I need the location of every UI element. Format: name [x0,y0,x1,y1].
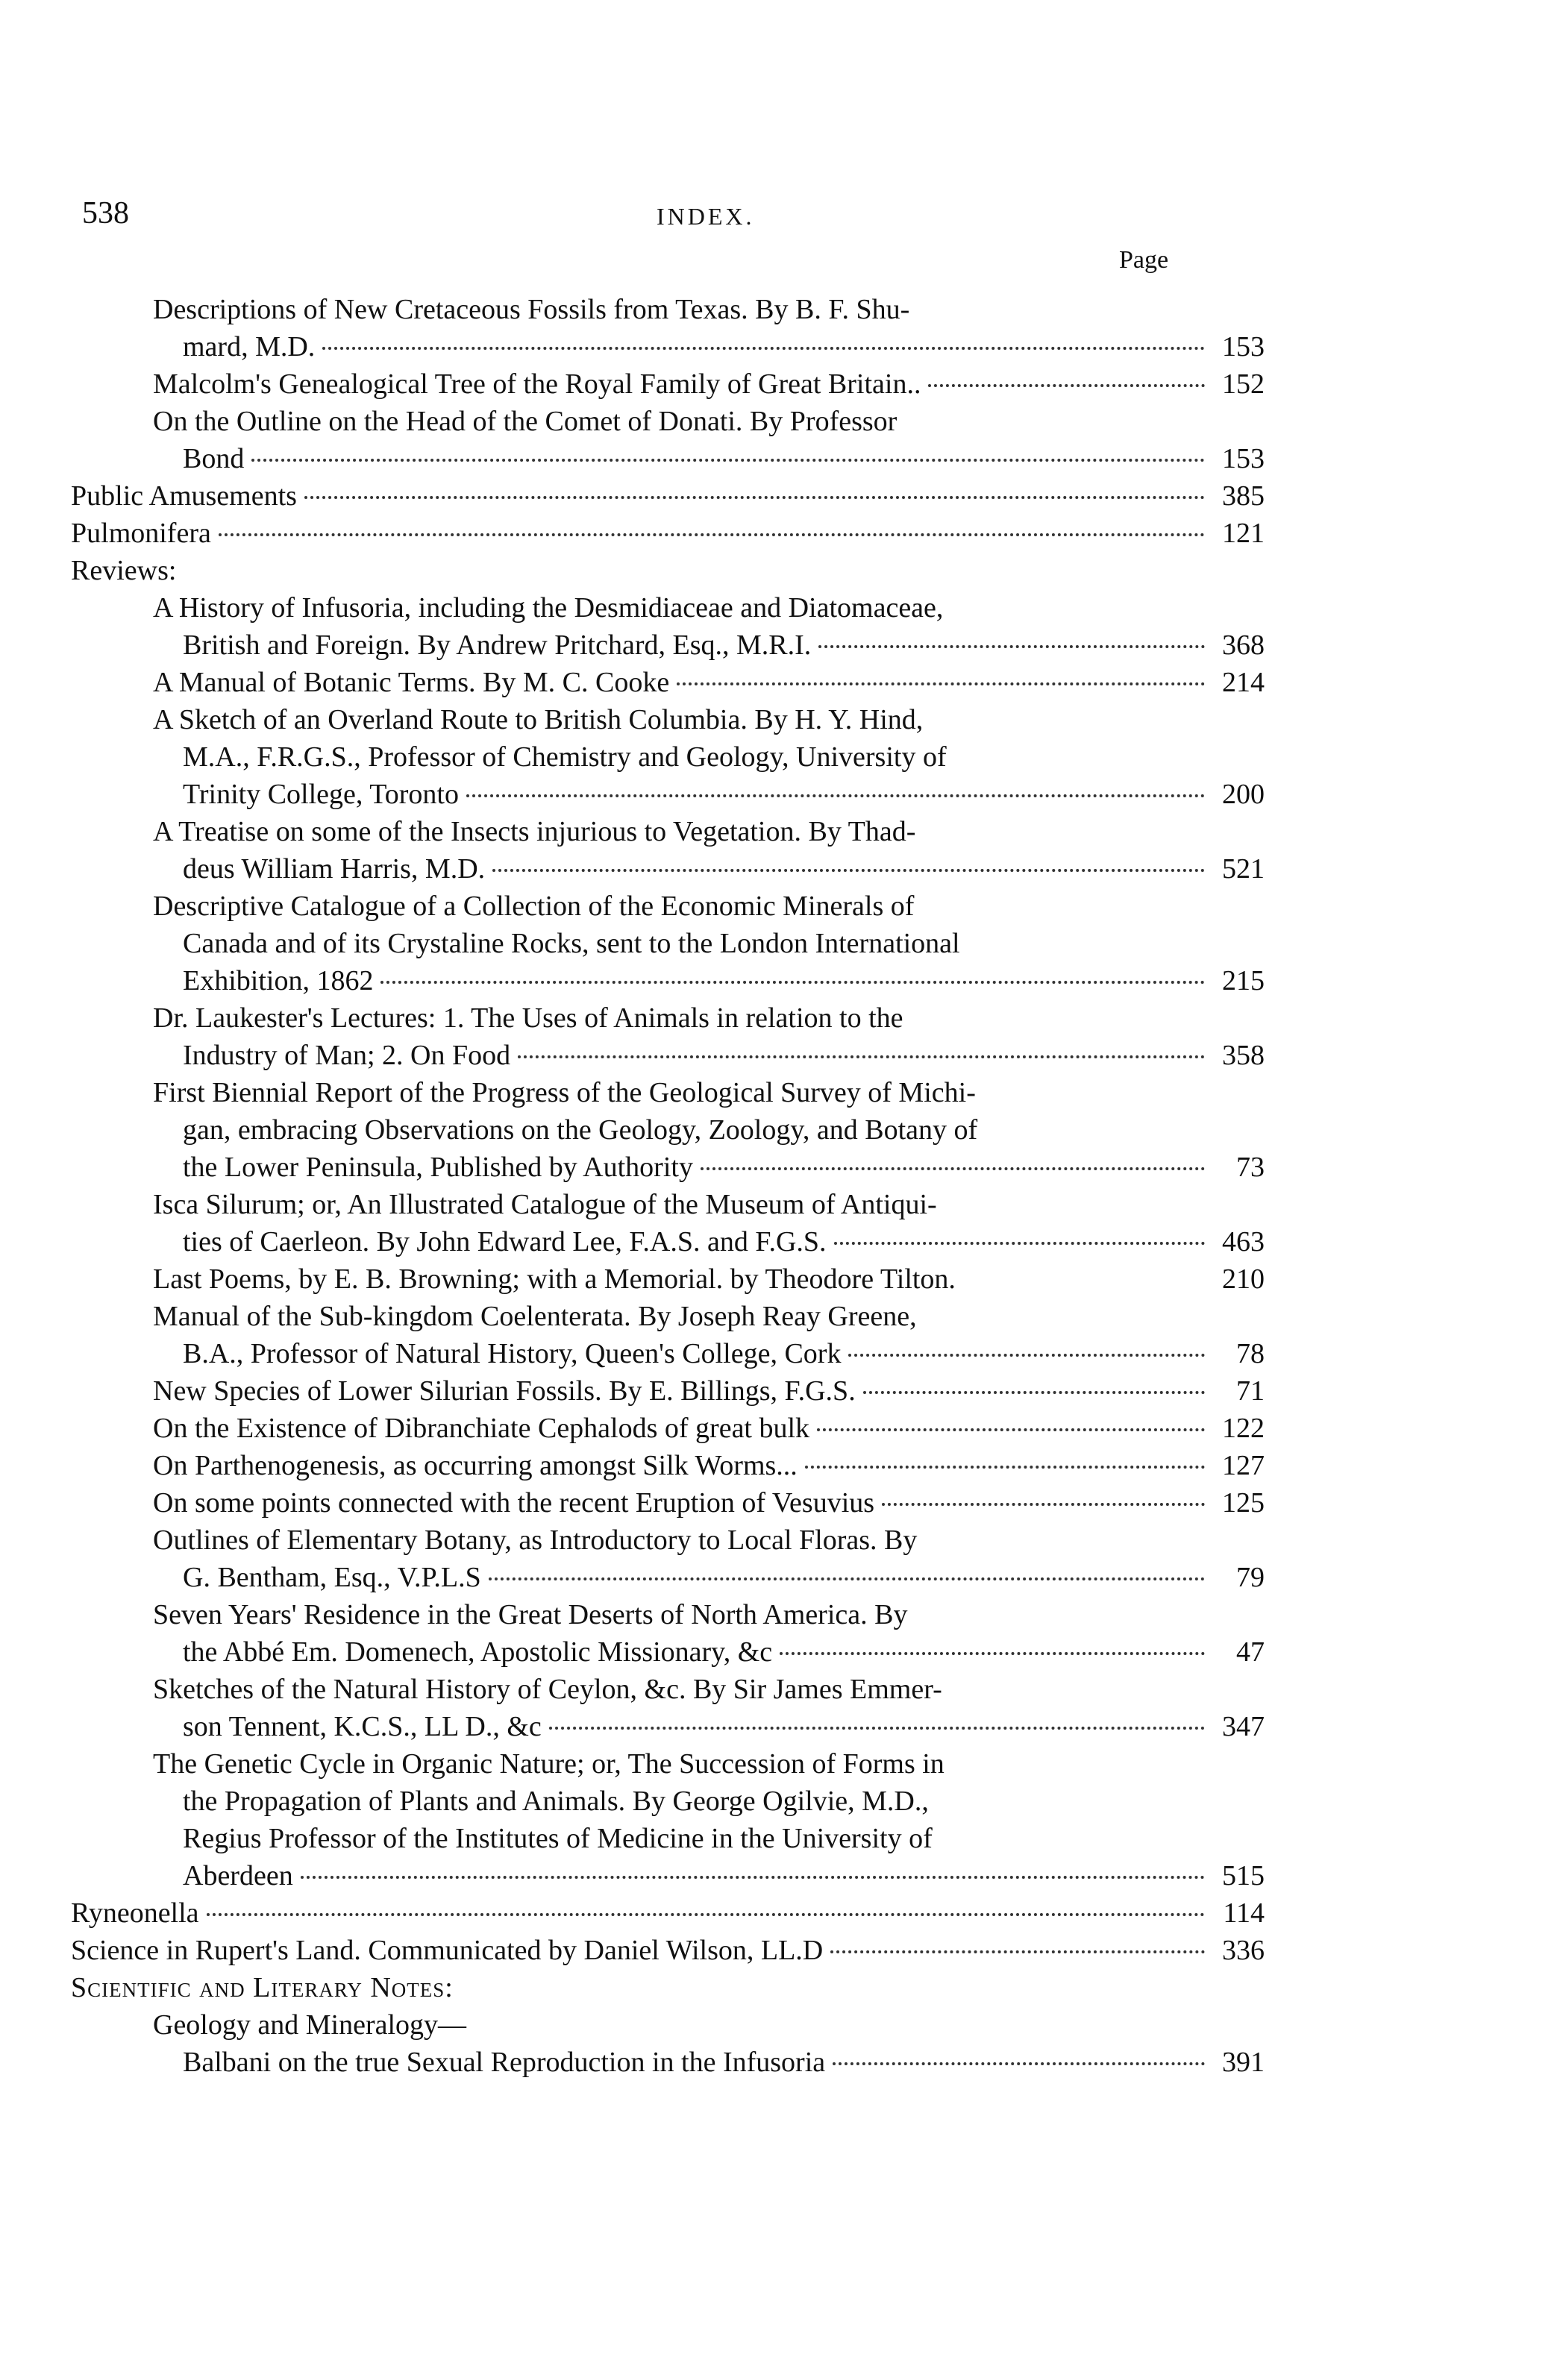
entry-title: Science in Rupert's Land. Communicated by Daniel Wilson, LL.D [71,1935,824,1966]
page-ref: 215 [1222,965,1265,996]
dot-leader [304,496,1205,499]
index-entry [71,365,1265,403]
entry-text-line: On the Outline on the Head of the Comet of Donati. By Professor [153,406,898,437]
page-ref: 214 [1222,667,1265,698]
index-entry [71,888,1265,999]
dot-leader [677,682,1205,685]
entry-title: Balbani on the true Sexual Reproduction in the Infusoria [183,2047,826,2078]
entry-text-line: the Propagation of Plants and Animals. By George Ogilvie, M.D., [183,1786,929,1817]
index-entry [71,1372,1265,1410]
dot-leader [818,645,1205,648]
entry-text-line: A Sketch of an Overland Route to British Columbia. By H. Y. Hind, [153,704,924,735]
dot-leader [701,1167,1205,1170]
page-ref: 515 [1222,1860,1265,1891]
entry-title: G. Bentham, Esq., V.P.L.S [183,1562,481,1593]
entry-title: B.A., Professor of Natural History, Queen's College, Cork [183,1338,842,1369]
dot-leader [492,869,1205,872]
index-entry [71,477,1265,515]
entry-text-line: Canada and of its Crystaline Rocks, sent to the London International [183,928,960,959]
dot-leader [830,1950,1205,1953]
index-entry [71,1074,1265,1186]
index-entry [71,1894,1265,1932]
page-ref: 153 [1222,331,1265,362]
entry-text-line: gan, embracing Observations on the Geology, Zoology, and Botany of [183,1114,978,1146]
entry-title: Public Amusements [71,480,297,512]
dot-leader [817,1428,1205,1431]
index-entry [71,1260,1265,1298]
index-entry [71,515,1265,552]
entry-title: Malcolm's Genealogical Tree of the Royal Family of Great Britain.. [153,368,921,400]
entry-title: the Lower Peninsula, Published by Authority [183,1152,693,1183]
entry-title: On the Existence of Dibranchiate Cephalods of great bulk [153,1413,810,1444]
dot-leader [882,1503,1205,1506]
dot-leader [322,347,1205,350]
entry-title: mard, M.D. [183,331,316,362]
index-entry [71,813,1265,888]
dot-leader [301,1876,1205,1879]
entry-title: On Parthenogenesis, as occurring amongst Silk Worms... [153,1450,798,1481]
page-ref: 152 [1222,368,1265,400]
entry-title: Scientific and Literary Notes: [71,1972,454,2003]
dot-leader [489,1577,1205,1580]
dot-leader [518,1055,1205,1058]
index-entry [71,2044,1265,2081]
page-ref: 358 [1222,1040,1265,1071]
index-entry [71,1447,1265,1484]
index-entry [71,1932,1265,1969]
dot-leader [466,794,1205,797]
page-column-label: Page [1119,246,1169,274]
entry-text-line: First Biennial Report of the Progress of the Geological Survey of Michi- [153,1077,976,1108]
entry-text-line: A History of Infusoria, including the Desmidiaceae and Diatomaceae, [153,592,944,624]
entry-title: Trinity College, Toronto [183,779,459,810]
page-ref: 200 [1222,779,1265,810]
dot-leader [780,1652,1205,1655]
page-ref: 73 [1236,1152,1265,1183]
dot-leader [207,1913,1205,1916]
page-ref: 336 [1222,1935,1265,1966]
entry-text-line: The Genetic Cycle in Organic Nature; or, The Succession of Forms in [153,1748,945,1780]
entry-title: Pulmonifera [71,518,211,549]
page-ref: 391 [1222,2047,1265,2078]
entry-text-line: Outlines of Elementary Botany, as Introductory to Local Floras. By [153,1525,918,1556]
page-ref: 78 [1236,1338,1265,1369]
index-entry [71,701,1265,813]
entry-title: ties of Caerleon. By John Edward Lee, F.A.S. and F.G.S. [183,1226,827,1257]
page-ref: 127 [1222,1450,1265,1481]
entry-title: deus William Harris, M.D. [183,853,486,885]
page-ref: 385 [1222,480,1265,512]
dot-leader [834,1242,1205,1245]
entry-text-line: Isca Silurum; or, An Illustrated Catalogue of the Museum of Antiqui- [153,1189,937,1220]
index-entry [71,1671,1265,1745]
index-entry [71,999,1265,1074]
entry-title: Ryneonella [71,1897,199,1929]
entry-text-line: Regius Professor of the Institutes of Medicine in the University of [183,1823,933,1854]
entry-title: Geology and Mineralogy— [153,2009,467,2041]
index-entry [71,1745,1265,1894]
index-heading [71,552,1265,589]
page-ref: 463 [1222,1226,1265,1257]
entry-title: the Abbé Em. Domenech, Apostolic Missionary, &c [183,1636,773,1668]
entry-title: New Species of Lower Silurian Fossils. By E. Billings, F.G.S. [153,1375,856,1407]
index-entry [71,291,1265,365]
page-ref: 153 [1222,443,1265,474]
page-ref: 121 [1222,518,1265,549]
index-entry [71,1484,1265,1522]
entry-title: Bond [183,443,245,474]
entry-title: Last Poems, by E. B. Browning; with a Memorial. by Theodore Tilton. [153,1263,956,1295]
dot-leader [219,533,1205,536]
entry-title: Exhibition, 1862 [183,965,374,996]
entry-title: son Tennent, K.C.S., LL D., &c [183,1711,542,1742]
page-ref: 114 [1223,1897,1265,1929]
entry-title: British and Foreign. By Andrew Pritchard, Esq., M.R.I. [183,629,812,661]
entry-title: Reviews: [71,555,177,586]
index-entry [71,1410,1265,1447]
page-ref: 521 [1222,853,1265,885]
index-entry [71,1186,1265,1260]
page-ref: 47 [1236,1636,1265,1668]
index-list [71,291,1265,2081]
entry-text-line: Seven Years' Residence in the Great Deserts of North America. By [153,1599,908,1630]
dot-leader [863,1391,1205,1394]
page-ref: 79 [1236,1562,1265,1593]
page-ref: 71 [1236,1375,1265,1407]
entry-text-line: Manual of the Sub-kingdom Coelenterata. By Joseph Reay Greene, [153,1301,917,1332]
entry-title: Aberdeen [183,1860,293,1891]
entry-title: Industry of Man; 2. On Food [183,1040,511,1071]
running-head: INDEX. [657,203,755,230]
index-heading [71,1969,1265,2006]
index-heading [71,2006,1265,2044]
dot-leader [251,459,1205,462]
dot-leader [549,1727,1205,1730]
index-entry [71,1298,1265,1372]
index-entry [71,589,1265,664]
page-ref: 347 [1222,1711,1265,1742]
entry-text-line: Descriptive Catalogue of a Collection of the Economic Minerals of [153,891,915,922]
page-ref: 210 [1222,1263,1265,1295]
index-entry [71,1596,1265,1671]
page-number: 538 [82,196,129,230]
index-entry [71,664,1265,701]
dot-leader [805,1466,1205,1469]
dot-leader [928,384,1205,387]
index-entry [71,403,1265,477]
page-ref: 122 [1222,1413,1265,1444]
dot-leader [380,981,1205,984]
dot-leader [848,1354,1205,1357]
dot-leader [833,2062,1205,2065]
entry-text-line: Sketches of the Natural History of Ceylon, &c. By Sir James Emmer- [153,1674,942,1705]
entry-title: On some points connected with the recent Eruption of Vesuvius [153,1487,875,1519]
entry-title: A Manual of Botanic Terms. By M. C. Cooke [153,667,670,698]
entry-text-line: A Treatise on some of the Insects injurious to Vegetation. By Thad- [153,816,916,847]
index-entry [71,1522,1265,1596]
entry-text-line: Dr. Laukester's Lectures: 1. The Uses of Animals in relation to the [153,1002,903,1034]
page-ref: 125 [1222,1487,1265,1519]
entry-text-line: M.A., F.R.G.S., Professor of Chemistry and Geology, University of [183,741,947,773]
page-ref: 368 [1222,629,1265,661]
entry-text-line: Descriptions of New Cretaceous Fossils from Texas. By B. F. Shu- [153,294,910,325]
